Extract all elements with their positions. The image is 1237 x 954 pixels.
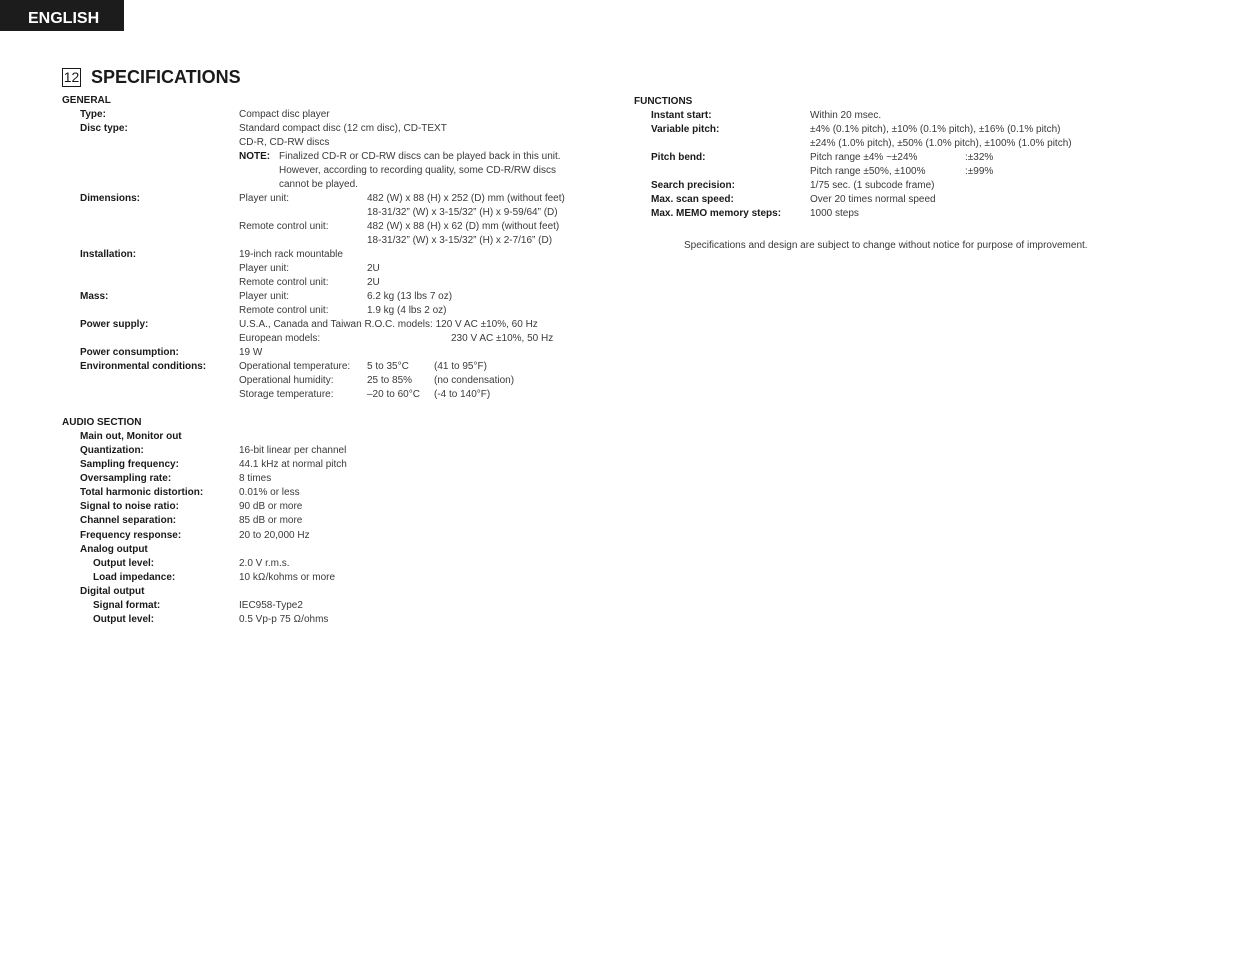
spec-value: (no condensation) [434, 375, 515, 386]
spec-value: 482 (W) x 88 (H) x 62 (D) mm (without feet) [367, 221, 560, 232]
spec-value: 10 kΩ/kohms or more [239, 572, 336, 583]
spec-value: CD-R, CD-RW discs [239, 137, 330, 148]
spec-value: 6.2 kg (13 lbs 7 oz) [367, 291, 453, 302]
spec-value: 8 times [239, 473, 272, 484]
general-heading: GENERAL [62, 95, 111, 106]
spec-label: Power supply: [80, 319, 149, 330]
spec-value: U.S.A., Canada and Taiwan R.O.C. models: 120 V AC ±10%, 60 Hz [239, 319, 538, 330]
spec-value: 19-inch rack mountable [239, 249, 343, 260]
spec-value: :±99% [965, 166, 994, 177]
spec-label: Digital output [80, 586, 145, 597]
spec-label: Signal to noise ratio: [80, 501, 179, 512]
spec-label: Power consumption: [80, 347, 179, 358]
spec-value: 18-31/32” (W) x 3-15/32” (H) x 2-7/16” (D) [367, 235, 553, 246]
spec-label: Load impedance: [93, 572, 176, 583]
spec-value: (41 to 95°F) [434, 361, 487, 372]
section-number: 12 [63, 68, 80, 85]
spec-value: 2U [367, 263, 380, 274]
spec-value: 5 to 35°C [367, 361, 409, 372]
spec-label: Sampling frequency: [80, 459, 179, 470]
spec-value: 1/75 sec. (1 subcode frame) [810, 180, 935, 191]
spec-value: 1.9 kg (4 lbs 2 oz) [367, 305, 447, 316]
spec-value: 16-bit linear per channel [239, 445, 347, 456]
spec-label: Dimensions: [80, 193, 141, 204]
spec-label: Variable pitch: [651, 124, 720, 135]
spec-sublabel: Storage temperature: [239, 389, 334, 400]
spec-value: (-4 to 140°F) [434, 389, 491, 400]
spec-value: –20 to 60°C [367, 389, 420, 400]
spec-label: Frequency response: [80, 530, 182, 541]
spec-value: 0.5 Vp-p 75 Ω/ohms [239, 614, 329, 625]
spec-sublabel: Player unit: [239, 193, 290, 204]
spec-sublabel: Operational humidity: [239, 375, 334, 386]
spec-label: Pitch bend: [651, 152, 706, 163]
spec-value: 44.1 kHz at normal pitch [239, 459, 347, 470]
spec-sublabel: European models: [239, 333, 321, 344]
spec-value: 0.01% or less [239, 487, 300, 498]
spec-label: Installation: [80, 249, 137, 260]
spec-value: Standard compact disc (12 cm disc), CD-TEXT [239, 123, 447, 134]
note-label: NOTE: [239, 151, 271, 162]
spec-sublabel: Operational temperature: [239, 361, 351, 372]
spec-label: Quantization: [80, 445, 144, 456]
note-text: However, according to recording quality, some CD-R/RW discs [279, 165, 556, 176]
spec-label: Search precision: [651, 180, 735, 191]
spec-label: Instant start: [651, 110, 712, 121]
spec-value: Pitch range ±4% ~±24% [810, 152, 918, 163]
spec-label: Output level: [93, 614, 155, 625]
spec-sublabel: Player unit: [239, 263, 290, 274]
spec-sublabel: Remote control unit: [239, 221, 329, 232]
section-header [62, 66, 241, 88]
spec-label: Type: [80, 109, 106, 120]
page-title: SPECIFICATIONS [91, 66, 241, 87]
spec-sublabel: Remote control unit: [239, 277, 329, 288]
note-text: cannot be played. [279, 179, 358, 190]
spec-label: Environmental conditions: [80, 361, 207, 372]
spec-label: Main out, Monitor out [80, 431, 182, 442]
spec-value: 1000 steps [810, 208, 859, 219]
spec-label: Oversampling rate: [80, 473, 172, 484]
spec-value: Compact disc player [239, 109, 330, 120]
language-tab: ENGLISH [0, 0, 124, 31]
spec-value: :±32% [965, 152, 994, 163]
spec-value: 90 dB or more [239, 501, 303, 512]
spec-sublabel: Player unit: [239, 291, 290, 302]
spec-value: ±24% (1.0% pitch), ±50% (1.0% pitch), ±100% (1.0% pitch) [810, 138, 1072, 149]
spec-value: ±4% (0.1% pitch), ±10% (0.1% pitch), ±16% (0.1% pitch) [810, 124, 1061, 135]
footnote: Specifications and design are subject to change without notice for purpose of improvement. [684, 240, 1088, 251]
audio-heading: AUDIO SECTION [62, 417, 142, 428]
spec-value: 2.0 V r.m.s. [239, 558, 290, 569]
spec-label: Output level: [93, 558, 155, 569]
functions-heading: FUNCTIONS [634, 96, 693, 107]
spec-label: Disc type: [80, 123, 128, 134]
spec-sublabel: Remote control unit: [239, 305, 329, 316]
spec-value: Within 20 msec. [810, 110, 882, 121]
spec-value: 20 to 20,000 Hz [239, 530, 310, 541]
spec-value: 2U [367, 277, 380, 288]
spec-value: IEC958-Type2 [239, 600, 303, 611]
spec-label: Channel separation: [80, 515, 177, 526]
note-text: Finalized CD-R or CD-RW discs can be played back in this unit. [279, 151, 561, 162]
spec-value: 25 to 85% [367, 375, 413, 386]
spec-label: Max. MEMO memory steps: [651, 208, 782, 219]
spec-value: 19 W [239, 347, 263, 358]
spec-value: 18-31/32” (W) x 3-15/32” (H) x 9-59/64” (D) [367, 207, 558, 218]
spec-value: Over 20 times normal speed [810, 194, 936, 205]
spec-label: Total harmonic distortion: [80, 487, 204, 498]
spec-value: 482 (W) x 88 (H) x 252 (D) mm (without feet) [367, 193, 565, 204]
spec-value: 230 V AC ±10%, 50 Hz [451, 333, 554, 344]
spec-label: Analog output [80, 544, 148, 555]
spec-label: Mass: [80, 291, 109, 302]
spec-label: Max. scan speed: [651, 194, 734, 205]
spec-label: Signal format: [93, 600, 161, 611]
spec-value: Pitch range ±50%, ±100% [810, 166, 926, 177]
spec-value: 85 dB or more [239, 515, 303, 526]
